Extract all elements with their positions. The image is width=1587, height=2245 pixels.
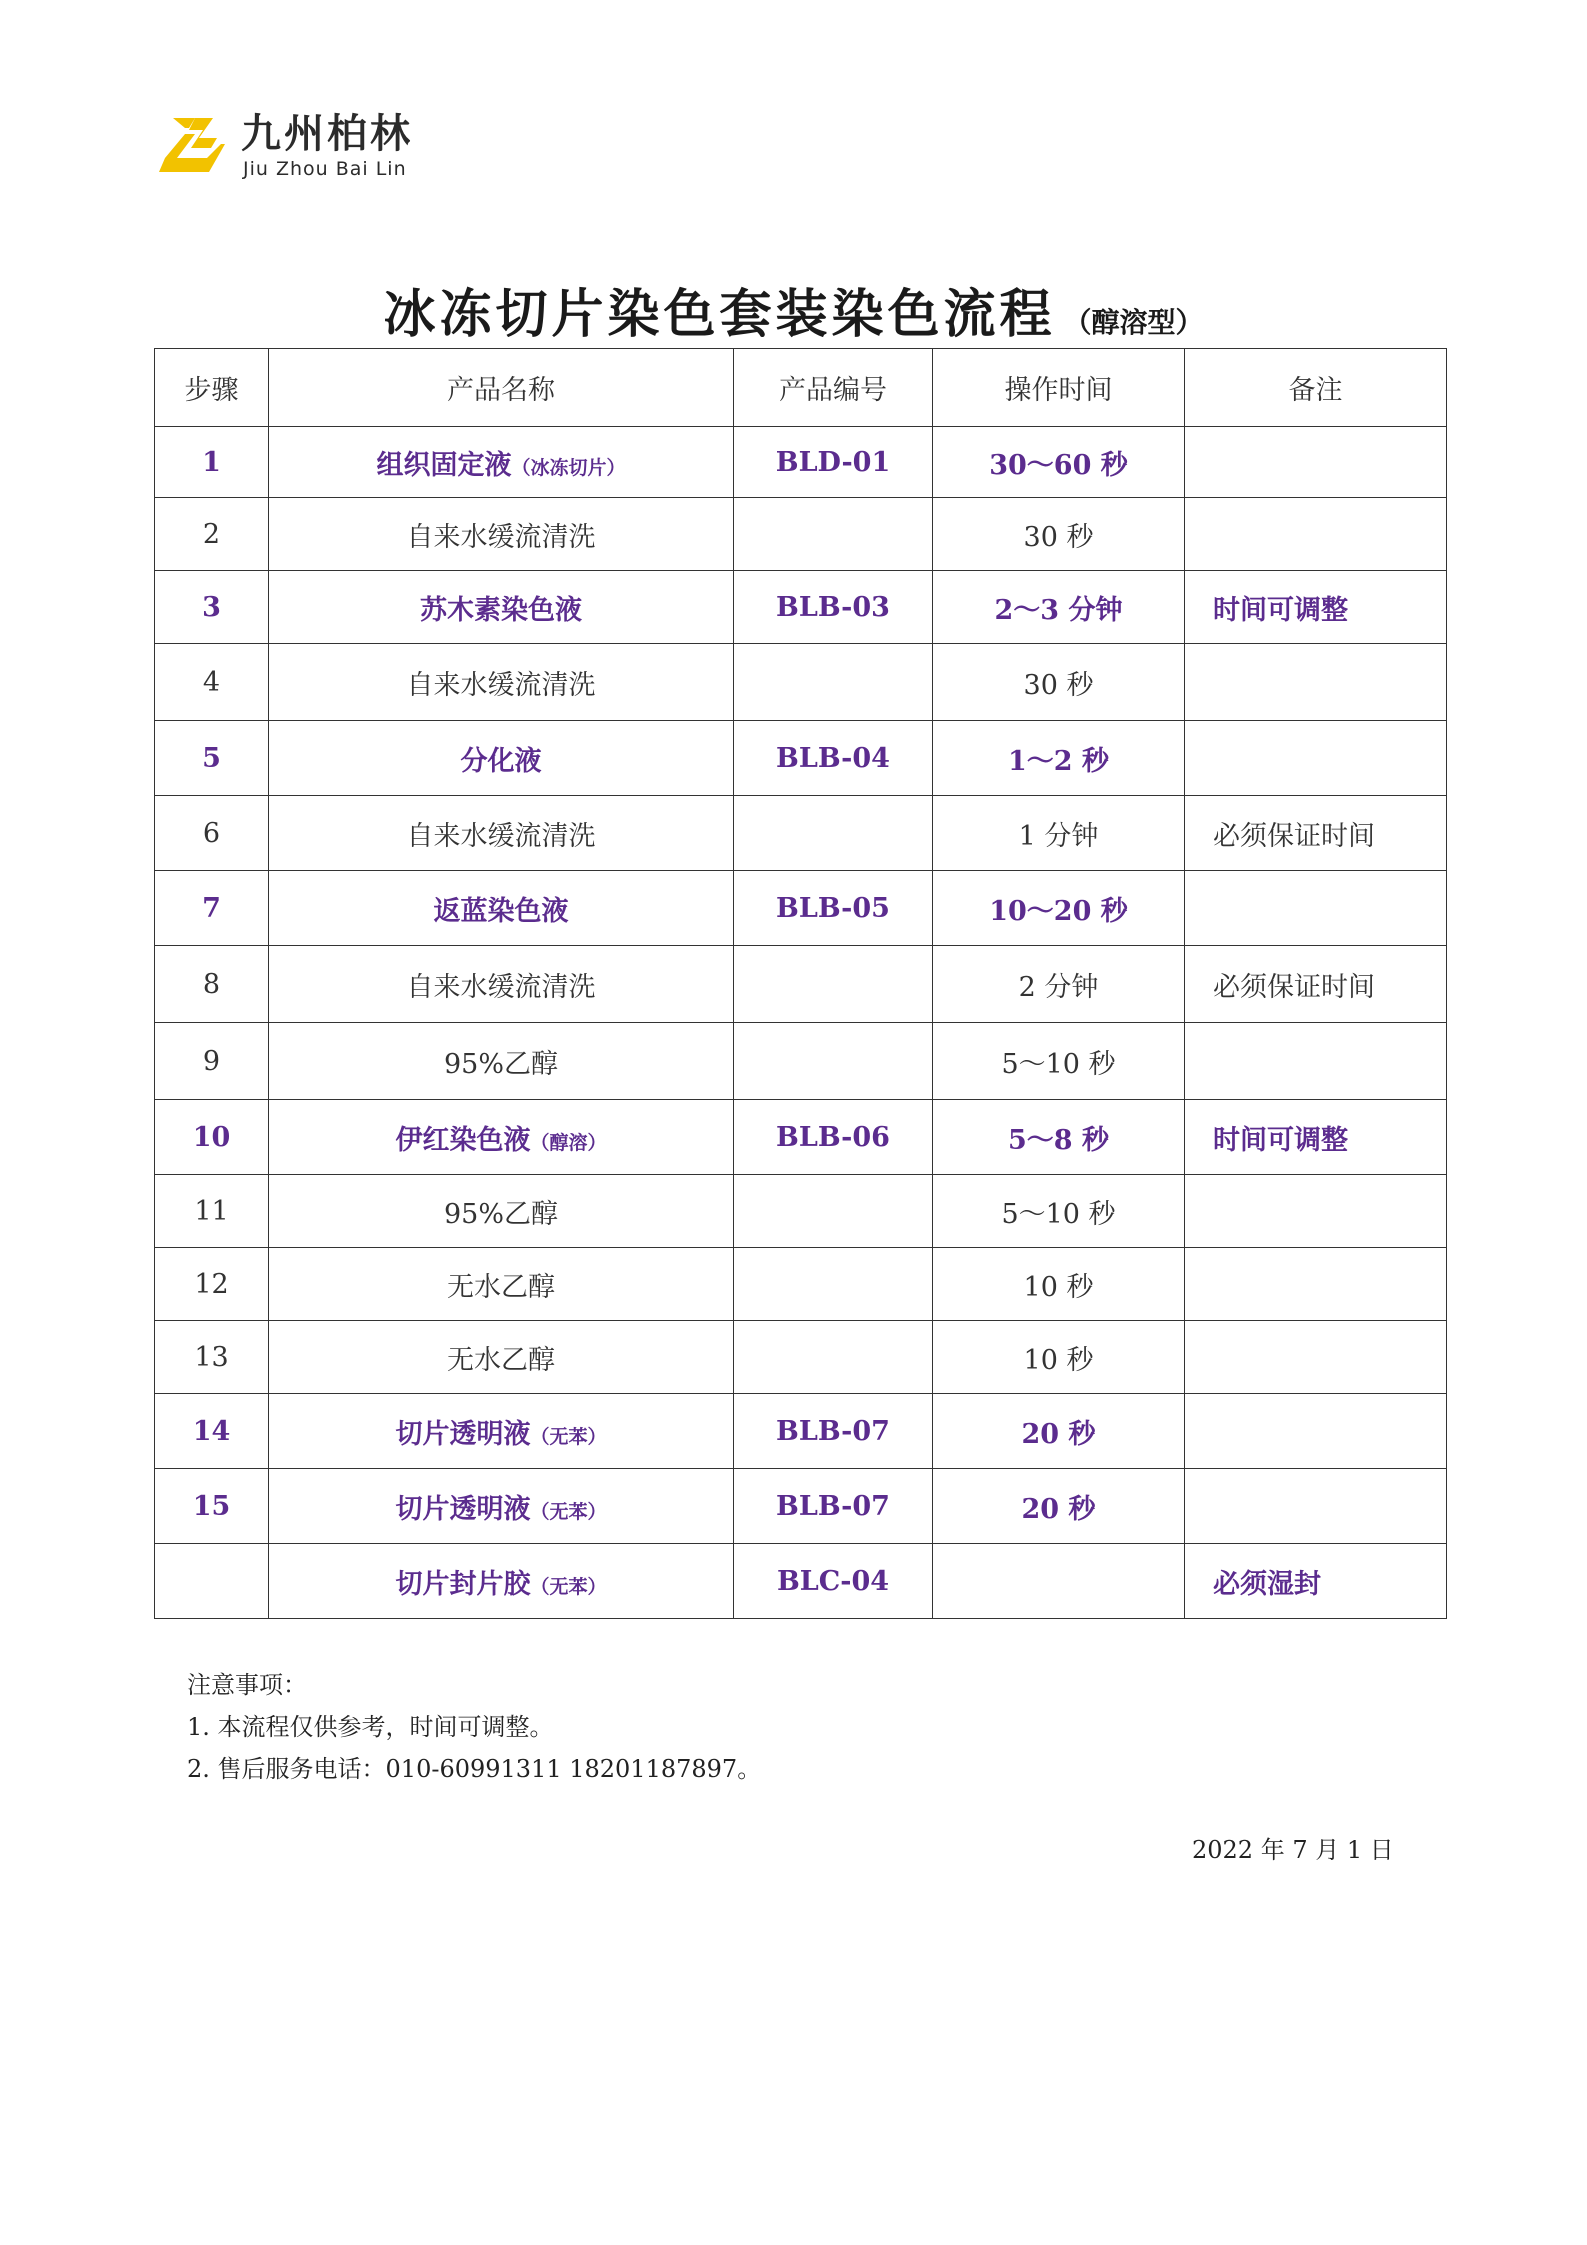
cell-product-code <box>734 1175 933 1248</box>
cell-operation-time: 2 分钟 <box>933 946 1185 1023</box>
table-row <box>155 1469 1447 1544</box>
cell-product-code: BLC-04 <box>734 1544 933 1619</box>
cell-product-code: BLB-05 <box>734 871 933 946</box>
cell-product-code <box>734 796 933 871</box>
product-name: 自来水缓流清洗 <box>406 820 596 852</box>
header-product-name: 产品名称 <box>269 349 734 427</box>
cell-remark <box>1185 498 1447 571</box>
cell-step: 1 <box>155 427 269 498</box>
document-title <box>0 272 1587 347</box>
cell-remark <box>1185 871 1447 946</box>
table-row <box>155 1023 1447 1100</box>
cell-product-code: BLB-03 <box>734 571 933 644</box>
cell-operation-time: 1 分钟 <box>933 796 1185 871</box>
table-row <box>155 1394 1447 1469</box>
cell-product-name <box>269 571 734 644</box>
logo-mark-icon <box>155 114 227 176</box>
product-name: 分化液 <box>460 745 542 777</box>
cell-step: 8 <box>155 946 269 1023</box>
product-name-note: （冰冻切片） <box>511 456 626 479</box>
product-name: 苏木素染色液 <box>420 594 582 626</box>
cell-operation-time: 20 秒 <box>933 1394 1185 1469</box>
logo-chinese-name: 九州柏林 <box>241 111 413 157</box>
product-name: 切片透明液 <box>395 1493 531 1525</box>
cell-product-code <box>734 1321 933 1394</box>
cell-operation-time: 2～3 分钟 <box>933 571 1185 644</box>
cell-product-name <box>269 1100 734 1175</box>
cell-product-name <box>269 721 734 796</box>
logo-english-name: Jiu Zhou Bai Lin <box>243 158 407 180</box>
cell-product-name <box>269 871 734 946</box>
cell-step: 2 <box>155 498 269 571</box>
document-date: 2022 年 7 月 1 日 <box>1192 1836 1394 1864</box>
cell-step: 3 <box>155 571 269 644</box>
header-remarks: 备注 <box>1185 349 1447 427</box>
product-name: 95%乙醇 <box>443 1198 558 1230</box>
cell-remark: 必须保证时间 <box>1185 796 1447 871</box>
cell-operation-time: 5～8 秒 <box>933 1100 1185 1175</box>
cell-remark <box>1185 1175 1447 1248</box>
cell-remark <box>1185 1248 1447 1321</box>
table-header-row <box>155 349 1447 427</box>
cell-remark <box>1185 721 1447 796</box>
cell-product-name <box>269 1394 734 1469</box>
table-row <box>155 1100 1447 1175</box>
cell-remark <box>1185 1394 1447 1469</box>
cell-product-code <box>734 946 933 1023</box>
cell-product-name <box>269 1321 734 1394</box>
notes-heading: 注意事项： <box>187 1671 307 1699</box>
product-name-note: （无苯） <box>530 1425 607 1448</box>
notes-section <box>187 1664 761 1790</box>
cell-step: 14 <box>155 1394 269 1469</box>
cell-operation-time: 30 秒 <box>933 498 1185 571</box>
table-row <box>155 498 1447 571</box>
cell-remark: 时间可调整 <box>1185 571 1447 644</box>
product-name-note: （醇溶） <box>530 1131 607 1154</box>
table-row <box>155 1544 1447 1619</box>
cell-step: 9 <box>155 1023 269 1100</box>
cell-step: 6 <box>155 796 269 871</box>
table-row <box>155 571 1447 644</box>
cell-product-name <box>269 1023 734 1100</box>
cell-product-code: BLD-01 <box>734 427 933 498</box>
product-name-note: （无苯） <box>530 1500 607 1523</box>
cell-remark <box>1185 1321 1447 1394</box>
header-operation-time: 操作时间 <box>933 349 1185 427</box>
product-name: 切片透明液 <box>395 1418 531 1450</box>
cell-remark <box>1185 1469 1447 1544</box>
product-name: 伊红染色液 <box>395 1124 531 1156</box>
table-row <box>155 644 1447 721</box>
title-subtitle: （醇溶型） <box>1063 306 1204 339</box>
cell-product-name <box>269 427 734 498</box>
cell-step: 10 <box>155 1100 269 1175</box>
staining-procedure-table <box>154 348 1447 1619</box>
cell-remark: 时间可调整 <box>1185 1100 1447 1175</box>
company-logo <box>155 110 475 180</box>
product-name: 无水乙醇 <box>447 1271 555 1303</box>
product-name: 无水乙醇 <box>447 1344 555 1376</box>
cell-remark <box>1185 1023 1447 1100</box>
cell-remark: 必须湿封 <box>1185 1544 1447 1619</box>
cell-product-name <box>269 1469 734 1544</box>
cell-operation-time: 5～10 秒 <box>933 1175 1185 1248</box>
cell-product-code: BLB-07 <box>734 1394 933 1469</box>
cell-operation-time: 30～60 秒 <box>933 427 1185 498</box>
cell-product-code <box>734 498 933 571</box>
table-row <box>155 1248 1447 1321</box>
cell-product-name <box>269 498 734 571</box>
cell-product-code: BLB-06 <box>734 1100 933 1175</box>
cell-step: 15 <box>155 1469 269 1544</box>
cell-product-name <box>269 1175 734 1248</box>
cell-product-name <box>269 644 734 721</box>
product-name: 95%乙醇 <box>443 1048 558 1080</box>
product-name: 自来水缓流清洗 <box>406 669 596 701</box>
cell-step: 4 <box>155 644 269 721</box>
cell-product-code: BLB-04 <box>734 721 933 796</box>
cell-operation-time: 10 秒 <box>933 1321 1185 1394</box>
table-row <box>155 871 1447 946</box>
cell-step: 5 <box>155 721 269 796</box>
cell-operation-time: 20 秒 <box>933 1469 1185 1544</box>
table-row <box>155 427 1447 498</box>
cell-step: 7 <box>155 871 269 946</box>
cell-step: 12 <box>155 1248 269 1321</box>
cell-step <box>155 1544 269 1619</box>
table-row <box>155 721 1447 796</box>
cell-product-code <box>734 1023 933 1100</box>
product-name: 组织固定液 <box>376 449 512 481</box>
cell-step: 11 <box>155 1175 269 1248</box>
cell-operation-time: 1～2 秒 <box>933 721 1185 796</box>
table-row <box>155 1175 1447 1248</box>
cell-operation-time: 10 秒 <box>933 1248 1185 1321</box>
table-row <box>155 946 1447 1023</box>
cell-product-name <box>269 1544 734 1619</box>
header-product-code: 产品编号 <box>734 349 933 427</box>
table-row <box>155 796 1447 871</box>
note-item: 2. 售后服务电话：010-60991311 18201187897。 <box>187 1755 762 1783</box>
cell-operation-time: 30 秒 <box>933 644 1185 721</box>
cell-product-code <box>734 644 933 721</box>
cell-product-name <box>269 946 734 1023</box>
cell-remark: 必须保证时间 <box>1185 946 1447 1023</box>
product-name-note: （无苯） <box>530 1575 607 1598</box>
product-name: 返蓝染色液 <box>433 895 569 927</box>
cell-product-name <box>269 796 734 871</box>
cell-remark <box>1185 427 1447 498</box>
header-step: 步骤 <box>155 349 269 427</box>
cell-operation-time: 10～20 秒 <box>933 871 1185 946</box>
cell-operation-time: 5～10 秒 <box>933 1023 1185 1100</box>
table-body <box>155 427 1447 1619</box>
cell-product-name <box>269 1248 734 1321</box>
product-name: 切片封片胶 <box>395 1568 531 1600</box>
cell-product-code <box>734 1248 933 1321</box>
cell-step: 13 <box>155 1321 269 1394</box>
title-main: 冰冻切片染色套装染色流程 <box>383 284 1056 345</box>
cell-operation-time <box>933 1544 1185 1619</box>
product-name: 自来水缓流清洗 <box>406 521 596 553</box>
note-item: 1. 本流程仅供参考，时间可调整。 <box>187 1713 554 1741</box>
cell-remark <box>1185 644 1447 721</box>
product-name: 自来水缓流清洗 <box>406 971 596 1003</box>
table-row <box>155 1321 1447 1394</box>
cell-product-code: BLB-07 <box>734 1469 933 1544</box>
